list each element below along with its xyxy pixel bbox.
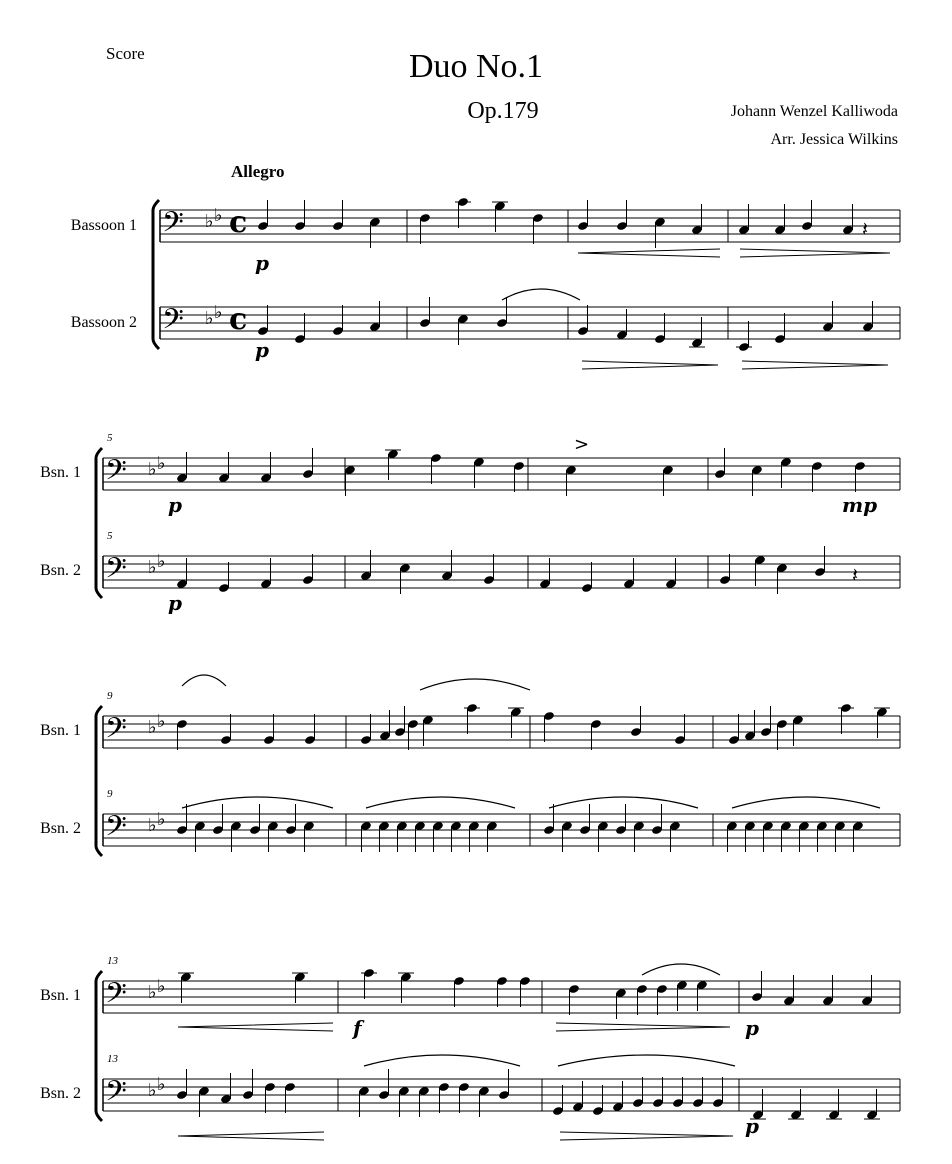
flat-icon: ♭ [205, 308, 214, 329]
bass-clef-icon: 𝄢 [105, 454, 127, 494]
system-bracket [96, 971, 102, 1121]
flat-icon: ♭ [148, 717, 157, 738]
dynamic-marking: p [168, 493, 182, 517]
slur [732, 797, 880, 808]
staff-label-bsn-1: Bsn. 1 [40, 722, 81, 739]
measure-number: 13 [107, 1053, 118, 1065]
tempo-marking: Allegro [231, 162, 285, 181]
flat-icon: ♭ [157, 976, 166, 997]
measure-number: 5 [107, 530, 113, 542]
system-bracket [153, 200, 159, 349]
dynamic-marking: f [353, 1016, 362, 1040]
decrescendo-hairpin [742, 361, 888, 369]
flat-icon: ♭ [157, 551, 166, 572]
bass-clef-icon: 𝄢 [105, 810, 127, 850]
composer-credit: Johann Wenzel Kalliwoda [730, 103, 898, 120]
page-title: Duo No.1 [408, 48, 544, 85]
bass-clef-icon: 𝄢 [105, 1075, 127, 1115]
flat-icon: ♭ [205, 211, 214, 232]
flat-icon: ♭ [148, 459, 157, 480]
dynamic-marking: p [255, 338, 269, 362]
decrescendo-hairpin [582, 361, 718, 369]
flat-icon: ♭ [214, 205, 223, 226]
arranger-credit: Arr. Jessica Wilkins [770, 131, 898, 148]
bass-clef-icon: 𝄢 [105, 552, 127, 592]
slur [182, 675, 226, 686]
system-bracket [96, 448, 102, 598]
slur [558, 1055, 735, 1066]
flat-icon: ♭ [148, 982, 157, 1003]
crescendo-hairpin [178, 1023, 333, 1031]
dynamic-marking: p [745, 1016, 759, 1040]
decrescendo-hairpin [556, 1023, 730, 1031]
bass-clef-icon: 𝄢 [162, 303, 184, 343]
dynamic-marking: p [168, 591, 182, 615]
system-bracket [96, 706, 102, 856]
crescendo-hairpin [178, 1132, 324, 1140]
flat-icon: ♭ [148, 557, 157, 578]
flat-icon: ♭ [157, 1074, 166, 1095]
dynamic-marking: p [255, 251, 269, 275]
opus-subtitle: Op.179 [467, 98, 539, 124]
flat-icon: ♭ [157, 453, 166, 474]
accent-mark: > [574, 434, 590, 455]
bass-clef-icon: 𝄢 [162, 206, 184, 246]
staff-label-bassoon-2: Bassoon 2 [70, 314, 137, 331]
flat-icon: ♭ [157, 711, 166, 732]
measure-number: 9 [107, 788, 113, 800]
dynamic-marking: mp [842, 493, 878, 517]
measure-number: 13 [107, 955, 118, 967]
staff-label-bsn-2: Bsn. 2 [40, 1085, 81, 1102]
flat-icon: ♭ [157, 809, 166, 830]
staff-label-bsn-1: Bsn. 1 [40, 987, 81, 1004]
crescendo-hairpin [578, 249, 720, 257]
score-label: Score [106, 44, 145, 63]
slur [502, 289, 580, 300]
measure-number: 5 [107, 432, 113, 444]
time-signature: c [229, 302, 248, 337]
bass-clef-icon: 𝄢 [105, 712, 127, 752]
staff-label-bsn-2: Bsn. 2 [40, 562, 81, 579]
decrescendo-hairpin [560, 1132, 733, 1140]
flat-icon: ♭ [214, 302, 223, 323]
flat-icon: ♭ [148, 815, 157, 836]
staff-label-bsn-2: Bsn. 2 [40, 820, 81, 837]
bass-clef-icon: 𝄢 [105, 977, 127, 1017]
slur [366, 797, 515, 808]
slur [420, 679, 530, 690]
time-signature: c [229, 205, 248, 240]
slur [364, 1055, 520, 1066]
flat-icon: ♭ [148, 1080, 157, 1101]
slur [642, 964, 720, 975]
quarter-rest-icon: 𝄽 [852, 563, 859, 587]
slur [549, 797, 698, 808]
staff-label-bassoon-1: Bassoon 1 [70, 217, 137, 234]
slur [182, 797, 333, 808]
measure-number: 9 [107, 690, 113, 702]
dynamic-marking: p [745, 1114, 759, 1138]
staff-label-bsn-1: Bsn. 1 [40, 464, 81, 481]
decrescendo-hairpin [740, 249, 890, 257]
quarter-rest-icon: 𝄽 [862, 217, 869, 241]
